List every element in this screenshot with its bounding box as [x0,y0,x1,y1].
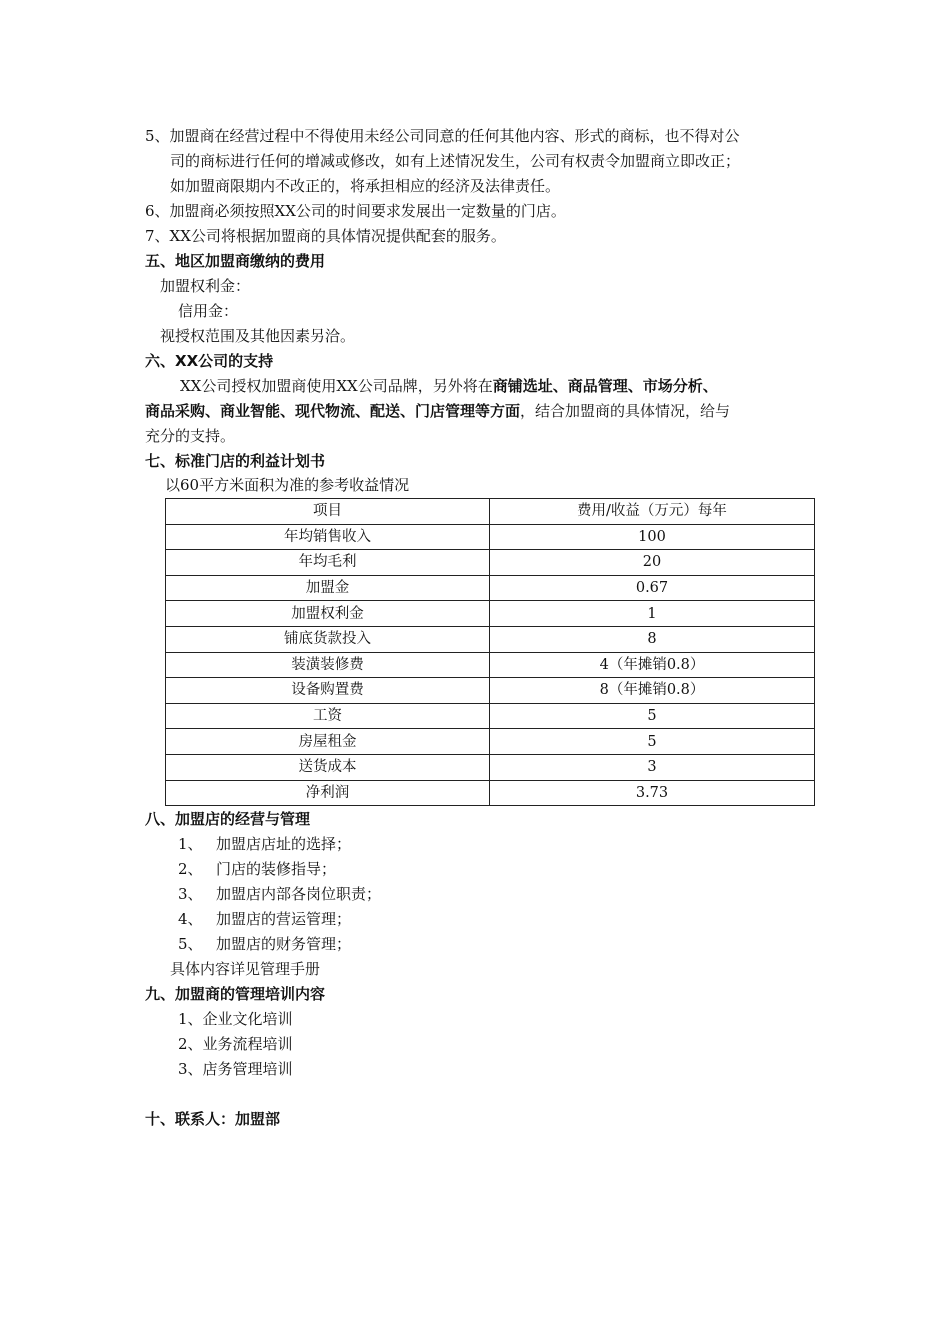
table-row [166,678,815,704]
credit-fee-label: 信用金： [178,302,239,320]
row-value: 4（年摊销0.8） [490,652,815,678]
header-amount: 费用/收益（万元）每年 [490,499,815,525]
row-item: 送货成本 [166,754,490,780]
fee-negotiation-note: 视授权范围及其他因素另洽。 [160,327,356,345]
section-10-heading: 十、联系人：加盟部 [145,1110,281,1128]
row-item: 净利润 [166,780,490,806]
clause-5-line-1: 5、加盟商在经营过程中不得使用未经公司同意的任何其他内容、形式的商标，也不得对公 [145,127,740,145]
list-item [178,858,336,880]
list-text: 加盟店的财务管理； [216,935,352,953]
list-item: 2、业务流程培训 [178,1035,293,1053]
support-text-suffix: ，结合加盟商的具体情况，给与 [520,402,731,420]
table-header-row [166,499,815,525]
table-row [166,780,815,806]
support-areas-bold-1: 商铺选址、商品管理、市场分析、 [492,377,718,395]
row-value: 3 [490,754,815,780]
row-value: 100 [490,524,815,550]
clause-6: 6、加盟商必须按照XX公司的时间要求发展出一定数量的门店。 [145,202,566,220]
table-row [166,703,815,729]
table-row [166,524,815,550]
row-value: 1 [490,601,815,627]
manual-note: 具体内容详见管理手册 [170,960,321,978]
row-item: 设备购置费 [166,678,490,704]
row-item: 铺底货款投入 [166,626,490,652]
list-number: 1、 [178,835,203,853]
row-item: 年均销售收入 [166,524,490,550]
list-text: 加盟店内部各岗位职责； [216,885,382,903]
list-text: 加盟店的营运管理； [216,910,352,928]
header-item: 项目 [166,499,490,525]
support-areas-bold-2: 商品采购、商业智能、现代物流、配送、门店管理等方面 [145,402,521,420]
table-row [166,652,815,678]
row-value: 8 [490,626,815,652]
row-item: 年均毛利 [166,550,490,576]
table-row [166,729,815,755]
list-item [178,933,351,955]
row-item: 加盟金 [166,575,490,601]
row-value: 3.73 [490,780,815,806]
table-row [166,626,815,652]
list-item [178,883,381,905]
list-number: 5、 [178,935,203,953]
row-value: 20 [490,550,815,576]
support-paragraph-line-3: 充分的支持。 [145,427,236,445]
row-value: 8（年摊销0.8） [490,678,815,704]
table-row [166,575,815,601]
profit-table [165,498,815,806]
row-value: 5 [490,729,815,755]
row-item: 工资 [166,703,490,729]
list-item: 1、企业文化培训 [178,1010,293,1028]
list-text: 加盟店店址的选择； [216,835,352,853]
list-item [178,908,351,930]
clause-5-line-3: 如加盟商限期内不改正的，将承担相应的经济及法律责任。 [170,177,561,195]
list-number: 4、 [178,910,203,928]
list-number: 2、 [178,860,203,878]
support-paragraph-line-1 [180,375,718,397]
table-row [166,550,815,576]
list-item: 3、店务管理培训 [178,1060,293,1078]
section-9-heading: 九、加盟商的管理培训内容 [145,985,326,1003]
clause-7: 7、XX公司将根据加盟商的具体情况提供配套的服务。 [145,227,506,245]
section-6-heading: 六、XX公司的支持 [145,352,274,370]
section-8-heading: 八、加盟店的经营与管理 [145,810,311,828]
section-7-heading: 七、标准门店的利益计划书 [145,452,326,470]
list-number: 3、 [178,885,203,903]
list-item [178,833,351,855]
section-5-heading: 五、地区加盟商缴纳的费用 [145,252,326,270]
support-text-prefix: XX公司授权加盟商使用XX公司品牌，另外将在 [180,377,493,395]
royalty-fee-label: 加盟权利金： [160,277,251,295]
row-item: 装潢装修费 [166,652,490,678]
table-row [166,754,815,780]
table-caption: 以60平方米面积为准的参考收益情况 [165,476,410,494]
list-text: 门店的装修指导； [216,860,337,878]
row-item: 房屋租金 [166,729,490,755]
table-row [166,601,815,627]
row-value: 5 [490,703,815,729]
clause-5-line-2: 司的商标进行任何的增减或修改，如有上述情况发生，公司有权责令加盟商立即改正； [170,152,741,170]
row-item: 加盟权利金 [166,601,490,627]
support-paragraph-line-2 [145,400,730,422]
row-value: 0.67 [490,575,815,601]
